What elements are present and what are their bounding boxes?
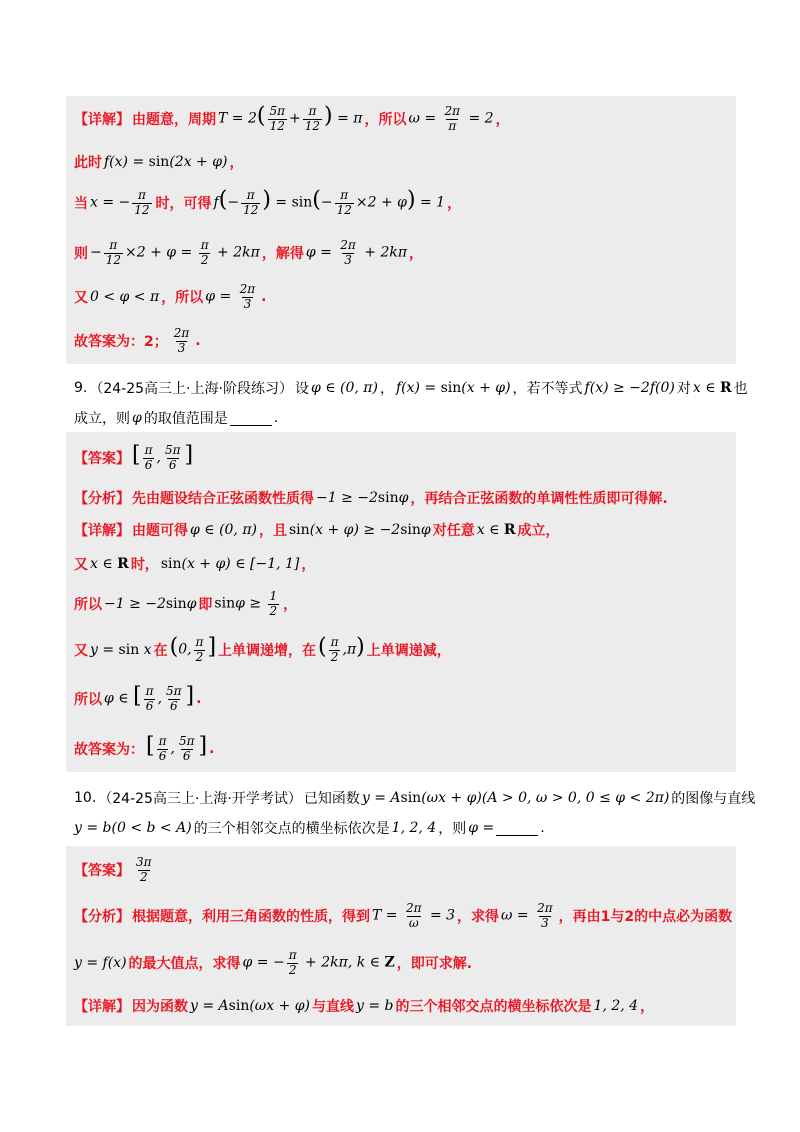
q8-detail-line-3: 当 x = − $\frac{\pi}{12}$ 时，可得 f(− $\frac{\pi}{12}$ ) = sin(− $\frac{\pi}{12}$ ×2 + φ) = 1 ，: [74, 188, 462, 217]
q8-detail-line-4: 则 − $\frac{\pi}{12}$ ×2 + φ = $\frac{\pi}{2}$ + 2kπ ，解得 φ = $\frac{2\pi}{3}$ + 2kπ ，: [74, 238, 424, 267]
q8-detail-line-5: 又 0 < φ < π ，所以 φ = $\frac{2\pi}{3}$ .: [74, 282, 267, 311]
answer-tag: 【答案】: [74, 451, 130, 467]
formula-omega: ω = $\frac{2\pi}{\pi}$ = 2: [408, 104, 494, 133]
q9-stem-line-1: 9. （24-25高三上·上海·阶段练习） 设 φ ∈ (0, π) ， f(x) = sin(x + φ) ，若不等式 f(x) ≥ −2f(0) 对 x ∈ R 也: [74, 380, 748, 397]
analysis-tag: 【分析】: [74, 491, 130, 507]
q9-answer-line: 【答案】 [ $\frac{\pi}{6}$ , $\frac{5\pi}{6}$ ]: [74, 443, 194, 472]
question-number: 9.: [74, 380, 88, 396]
q9-detail-line-2: 又 x ∈ R 时， sin(x + φ) ∈ [−1, 1] ，: [74, 556, 316, 573]
q9-detail-line-1: 【详解】 由题可得 φ ∈ (0, π) ，且 sin(x + φ) ≥ −2sinφ 对任意 x ∈ R 成立，: [74, 522, 560, 539]
q8-detail-line-1: 【详解】 由题意，周期 T = 2( $\frac{5\pi}{12}$ + $\frac{\pi}{12}$ ) = π ，所以 ω = $\frac{2\pi}{\pi}$ = 2 ，: [74, 104, 510, 133]
answer-tag: 【答案】: [74, 863, 130, 879]
q9-detail-line-5: 所以 φ ∈ [ $\frac{\pi}{6}$ , $\frac{5\pi}{6}$ ] .: [74, 684, 202, 713]
formula-function: f(x) = sin(2x + φ): [104, 154, 228, 170]
q9-detail-line-4: 又 y = sin x 在 (0, $\frac{\pi}{2}$ ] 上单调递增，在 ( $\frac{\pi}{2}$ ,π) 上单调递减，: [74, 635, 451, 664]
detail-tag: 【详解】: [74, 999, 130, 1015]
question-number: 10.: [74, 790, 97, 806]
analysis-tag: 【分析】: [74, 909, 130, 925]
q8-detail-line-2: 此时 f(x) = sin(2x + φ) ，: [74, 154, 244, 171]
detail-tag: 【详解】: [74, 112, 130, 128]
formula-period: T = 2( $\frac{5\pi}{12}$ + $\frac{\pi}{12}$ ) = π: [218, 104, 363, 133]
q10-stem-line-2: y = b(0 < b < A) 的三个相邻交点的横坐标依次是 1, 2, 4 ，则 φ = .: [74, 820, 545, 837]
q10-detail-line-1: 【详解】 因为函数 y = Asin(ωx + φ) 与直线 y = b 的三个相邻交点的横坐标依次是 1, 2, 4 ，: [74, 998, 655, 1015]
question-source: （24-25高三上·上海·阶段练习）: [89, 381, 293, 397]
q10-stem-line-1: 10. （24-25高三上·上海·开学考试） 已知函数 y = Asin(ωx + φ)(A > 0, ω > 0, 0 ≤ φ < 2π) 的图像与直线: [74, 790, 756, 807]
q9-stem-line-2: 成立，则 φ 的取值范围是 .: [74, 410, 279, 427]
question-source: （24-25高三上·上海·开学考试）: [98, 791, 302, 807]
detail-tag: 【详解】: [74, 523, 130, 539]
q9-final-answer-line: 故答案为： [ $\frac{\pi}{6}$ , $\frac{5\pi}{6}$ ] .: [74, 734, 215, 763]
q10-answer-line: 【答案】 $\frac{3\pi}{2}$: [74, 855, 152, 884]
q9-detail-line-3: 所以 −1 ≥ −2sinφ 即 sinφ ≥ $\frac{1}{2}$ ，: [74, 589, 298, 618]
answer-blank: [230, 411, 272, 426]
q10-analysis-line-1: 【分析】 根据题意，利用三角函数的性质，得到 T = $\frac{2\pi}{\omega}$ = 3 ，求得 ω = $\frac{2\pi}{3}$ ，再由1与2的中点必为函数: [74, 901, 733, 930]
q8-answer-line: 故答案为：2； $\frac{2\pi}{3}$ .: [74, 326, 201, 355]
answer-blank: [496, 821, 538, 836]
q10-analysis-line-2: y = f(x) 的最大值点，求得 φ = − $\frac{\pi}{2}$ + 2kπ, k ∈ Z ，即可求解.: [74, 948, 473, 977]
q9-analysis-line: 【分析】 先由题设结合正弦函数性质得 −1 ≥ −2sinφ ，再结合正弦函数的单调性性质即可得解.: [74, 490, 668, 507]
